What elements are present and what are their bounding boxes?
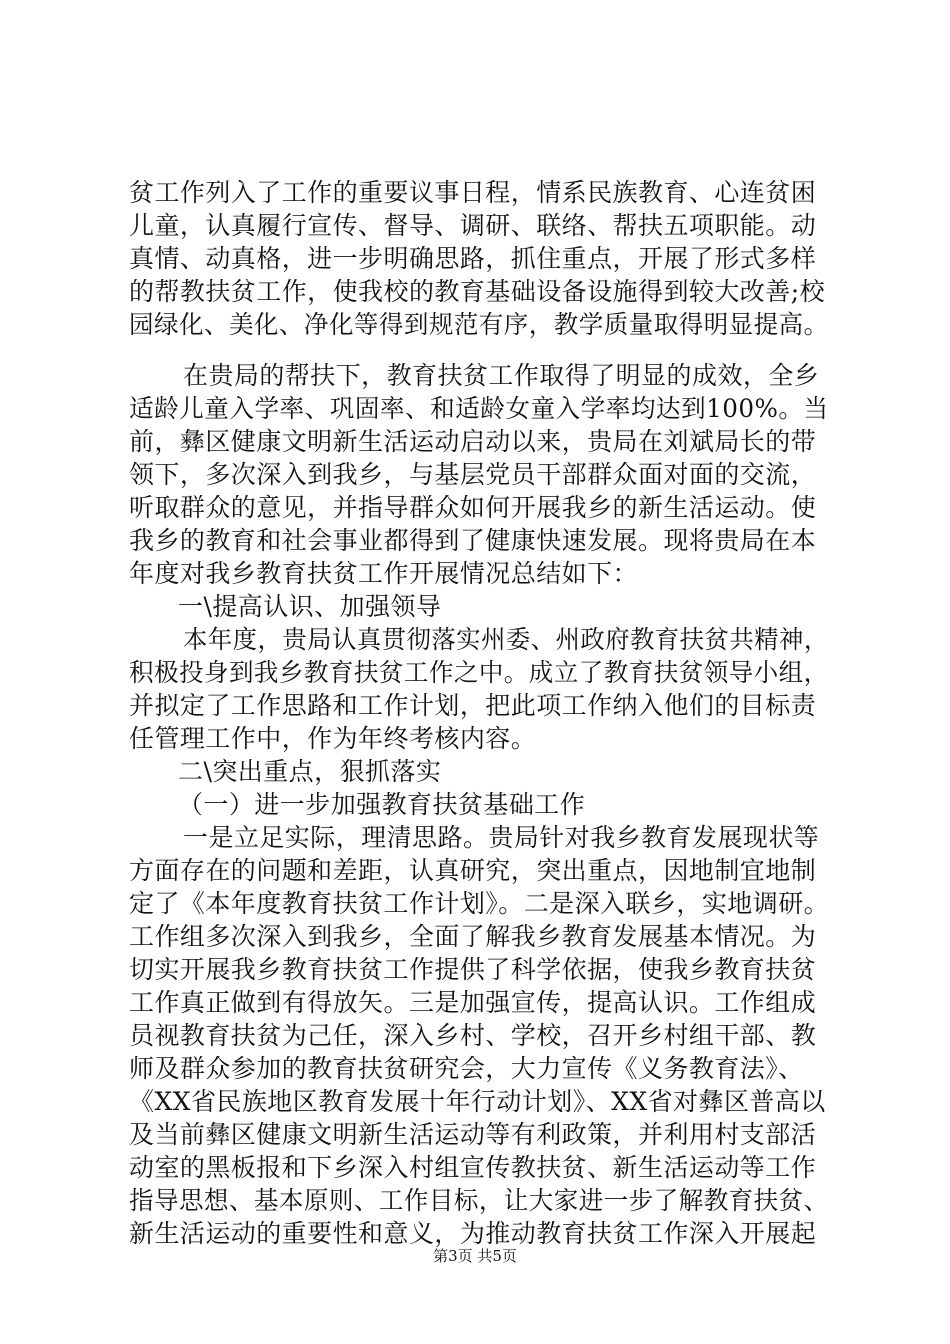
- text-line: 师及群众参加的教育扶贫研究会，大力宣传《义务教育法》、: [129, 1054, 804, 1083]
- text-line: 工作组多次深入到我乡，全面了解我乡教育发展基本情况。为: [129, 922, 817, 951]
- text-line: 指导思想、基本原则、工作目标，让大家进一步了解教育扶贫、: [129, 1186, 829, 1215]
- subsection-heading: （一）进一步加强教育扶贫基础工作: [178, 790, 586, 819]
- text-line: 积极投身到我乡教育扶贫工作之中。成立了教育扶贫领导小组，: [129, 658, 829, 687]
- text-line: 方面存在的问题和差距，认真研究，突出重点，因地制宜地制: [129, 856, 817, 885]
- section-heading: 一\提高认识、加强领导: [178, 592, 442, 621]
- text-line: 定了《本年度教育扶贫工作计划》。二是深入联乡，实地调研。: [129, 889, 830, 918]
- text-line: 在贵局的帮扶下，教育扶贫工作取得了明显的成效，全乡: [183, 361, 820, 390]
- text-line: 工作真正做到有得放矢。三是加强宣传，提高认识。工作组成: [129, 988, 817, 1017]
- text-line: 前，彝区健康文明新生活运动启动以来，贵局在刘斌局长的带: [129, 427, 817, 456]
- text-line: 真情、动真格，进一步明确思路，抓住重点，开展了形式多样: [129, 244, 817, 273]
- text-line: 儿童，认真履行宣传、督导、调研、联络、帮扶五项职能。动: [129, 211, 817, 240]
- text-line: 听取群众的意见，并指导群众如何开展我乡的新生活运动。使: [129, 493, 817, 522]
- text-line: 年度对我乡教育扶贫工作开展情况总结如下：: [129, 559, 639, 588]
- text-line: 园绿化、美化、净化等得到规范有序，教学质量取得明显提高。: [129, 310, 829, 339]
- text-line: 贫工作列入了工作的重要议事日程，情系民族教育、心连贫困: [129, 178, 817, 207]
- text-line: 任管理工作中，作为年终考核内容。: [129, 724, 537, 753]
- text-line: 切实开展我乡教育扶贫工作提供了科学依据，使我乡教育扶贫: [129, 955, 817, 984]
- text-line: 动室的黑板报和下乡深入村组宣传教扶贫、新生活运动等工作: [129, 1153, 817, 1182]
- section-heading: 二\突出重点，狠抓落实: [178, 757, 442, 786]
- page-footer: 第3页 共5页: [433, 1247, 517, 1265]
- text-line: 及当前彝区健康文明新生活运动等有利政策，并利用村支部活: [129, 1120, 817, 1149]
- text-line: 并拟定了工作思路和工作计划，把此项工作纳入他们的目标责: [129, 691, 817, 720]
- text-line: 我乡的教育和社会事业都得到了健康快速发展。现将贵局在本: [129, 526, 817, 555]
- text-line: 适龄儿童入学率、巩固率、和适龄女童入学率均达到100%。当: [129, 394, 829, 423]
- text-line: 本年度，贵局认真贯彻落实州委、州政府教育扶贫共精神，: [183, 625, 829, 654]
- text-line: 《XX省民族地区教育发展十年行动计划》、XX省对彝区普高以: [129, 1087, 826, 1116]
- text-line: 的帮教扶贫工作，使我校的教育基础设备设施得到较大改善;校: [129, 277, 826, 306]
- text-line: 领下，多次深入到我乡，与基层党员干部群众面对面的交流，: [129, 460, 817, 489]
- text-line: 员视教育扶贫为己任，深入乡村、学校，召开乡村组干部、教: [129, 1021, 817, 1050]
- text-line: 一是立足实际，理清思路。贵局针对我乡教育发展现状等: [183, 823, 820, 852]
- text-line: 新生活运动的重要性和意义，为推动教育扶贫工作深入开展起: [129, 1219, 817, 1248]
